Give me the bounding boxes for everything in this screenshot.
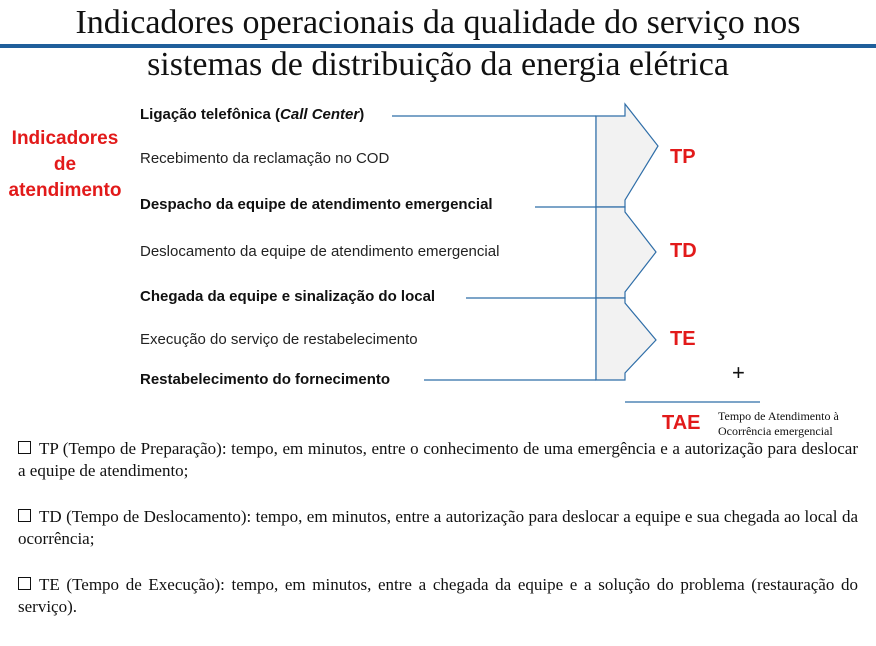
definition-td (18, 506, 858, 550)
slide-title-line-2: sistemas de distribuição da energia elétrica (147, 46, 729, 83)
step-execucao: Execução do serviço de restabelecimento (140, 331, 418, 348)
step-call-center-italic: Call Center (280, 106, 360, 123)
code-tp: TP (670, 146, 696, 168)
tae-description-line-2: Ocorrência emergencial (718, 424, 833, 438)
definition-te (18, 574, 858, 618)
checkbox-bullet-icon (18, 577, 31, 590)
checkbox-bullet-icon (18, 509, 31, 522)
td-arrow-shape (596, 207, 656, 298)
code-tae: TAE (662, 412, 701, 434)
step-deslocamento: Deslocamento da equipe de atendimento emergencial (140, 243, 500, 260)
slide-title-line-1: Indicadores operacionais da qualidade do serviço nos (75, 4, 801, 41)
indicator-label-line-1: Indicadores (11, 128, 119, 149)
definition-td-text: TD (Tempo de Deslocamento): tempo, em minutos, entre a autorização para deslocar a equipe e sua chegada ao local da ocorrência; (18, 507, 858, 548)
step-call-center-pre: Ligação telefônica ( (140, 106, 281, 123)
code-te: TE (670, 328, 696, 350)
tae-description (718, 409, 839, 439)
definition-tp-text: TP (Tempo de Preparação): tempo, em minutos, entre o conhecimento de uma emergência e a autorização para deslocar a equipe de atendimento; (18, 439, 858, 480)
checkbox-bullet-icon (18, 441, 31, 454)
sum-symbol: + (732, 360, 745, 385)
step-chegada: Chegada da equipe e sinalização do local (140, 288, 436, 305)
code-td: TD (670, 240, 697, 262)
step-call-center (140, 106, 364, 123)
te-arrow-shape (596, 298, 656, 380)
step-recebimento: Recebimento da reclamação no COD (140, 150, 390, 167)
step-call-center-post: ) (359, 106, 365, 123)
tp-arrow-shape (596, 104, 658, 207)
tae-description-line-1: Tempo de Atendimento à (718, 409, 839, 423)
step-restabelecimento: Restabelecimento do fornecimento (140, 371, 391, 388)
definitions-list (18, 438, 858, 642)
step-despacho: Despacho da equipe de atendimento emergencial (140, 196, 493, 213)
definition-tp (18, 438, 858, 482)
indicator-label-line-2: de (53, 154, 77, 175)
indicator-label-line-3: atendimento (8, 180, 122, 201)
definition-te-text: TE (Tempo de Execução): tempo, em minutos, entre a chegada da equipe e a solução do problema (restauração do serviço). (18, 575, 858, 616)
